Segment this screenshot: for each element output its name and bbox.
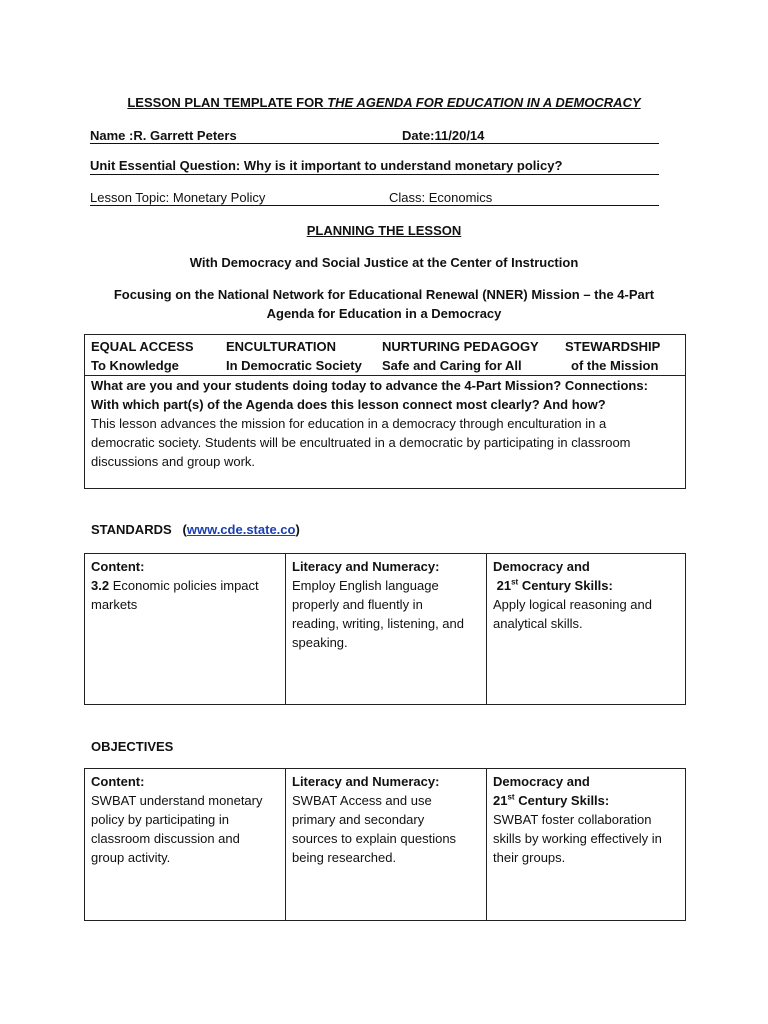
focus-line-2: Agenda for Education in a Democracy <box>266 306 502 321</box>
mission-col-stewardship: STEWARDSHIP of the Mission <box>565 339 661 373</box>
objectives-table <box>84 768 686 921</box>
focus-line-1: Focusing on the National Network for Educational Renewal (NNER) Mission – the 4-Part <box>113 287 655 302</box>
lesson-topic: Lesson Topic: Monetary Policy <box>90 190 266 205</box>
standards-literacy-cell: Literacy and Numeracy: Employ English language properly and fluently in reading, writing, listening, and speaking. <box>285 554 486 704</box>
date-field: Date:11/20/14 <box>402 128 485 143</box>
objectives-content-cell: Content: SWBAT understand monetary policy by participating in classroom discussion and group activity. <box>91 774 263 865</box>
essential-question: Unit Essential Question: Why is it important to understand monetary policy? <box>90 158 563 173</box>
question-underline <box>90 174 659 175</box>
mission-col-enculturation: ENCULTURATION In Democratic Society <box>226 339 362 373</box>
mission-col-equal-access: EQUAL ACCESS To Knowledge <box>91 339 194 373</box>
mission-col-nurturing-pedagogy: NURTURING PEDAGOGY Safe and Caring for All <box>382 339 539 373</box>
planning-heading: PLANNING THE LESSON <box>306 223 462 238</box>
standards-link[interactable]: www.cde.state.co <box>186 522 296 537</box>
mission-question: What are you and your students doing today to advance the 4-Part Mission? Connections: With which part(s) of the Agenda does this lesson connect most clearly? And how? This lesson advances the mission for education in a democracy through enculturation in a democratic society. Students will be encultruated in a democratic by participating in classroom discussions and group work. <box>91 378 648 469</box>
standards-label: STANDARDS (www.cde.state.co) <box>91 522 300 537</box>
title-prefix: LESSON PLAN TEMPLATE FOR <box>127 95 328 110</box>
objectives-literacy-cell: Literacy and Numeracy: SWBAT Access and use primary and secondary sources to explain questions being researched. <box>285 769 486 920</box>
standards-democracy-cell: Democracy and 21st Century Skills: Apply logical reasoning and analytical skills. <box>486 554 685 704</box>
standards-content-cell: Content: 3.2 Economic policies impact markets <box>91 559 259 612</box>
standards-table <box>84 553 686 705</box>
planning-subheading: With Democracy and Social Justice at the Center of Instruction <box>189 255 579 270</box>
objectives-democracy-cell: Democracy and 21st Century Skills: SWBAT foster collaboration skills by working effectively in their groups. <box>486 769 685 920</box>
topic-underline <box>90 205 659 206</box>
document-title <box>0 95 768 110</box>
objectives-label: OBJECTIVES <box>91 739 174 754</box>
name-underline <box>90 143 659 144</box>
mission-box <box>84 334 686 489</box>
title-italic: THE AGENDA FOR EDUCATION IN A DEMOCRACY <box>327 95 641 110</box>
class-field: Class: Economics <box>389 190 493 205</box>
name-field: Name :R. Garrett Peters <box>90 128 237 143</box>
